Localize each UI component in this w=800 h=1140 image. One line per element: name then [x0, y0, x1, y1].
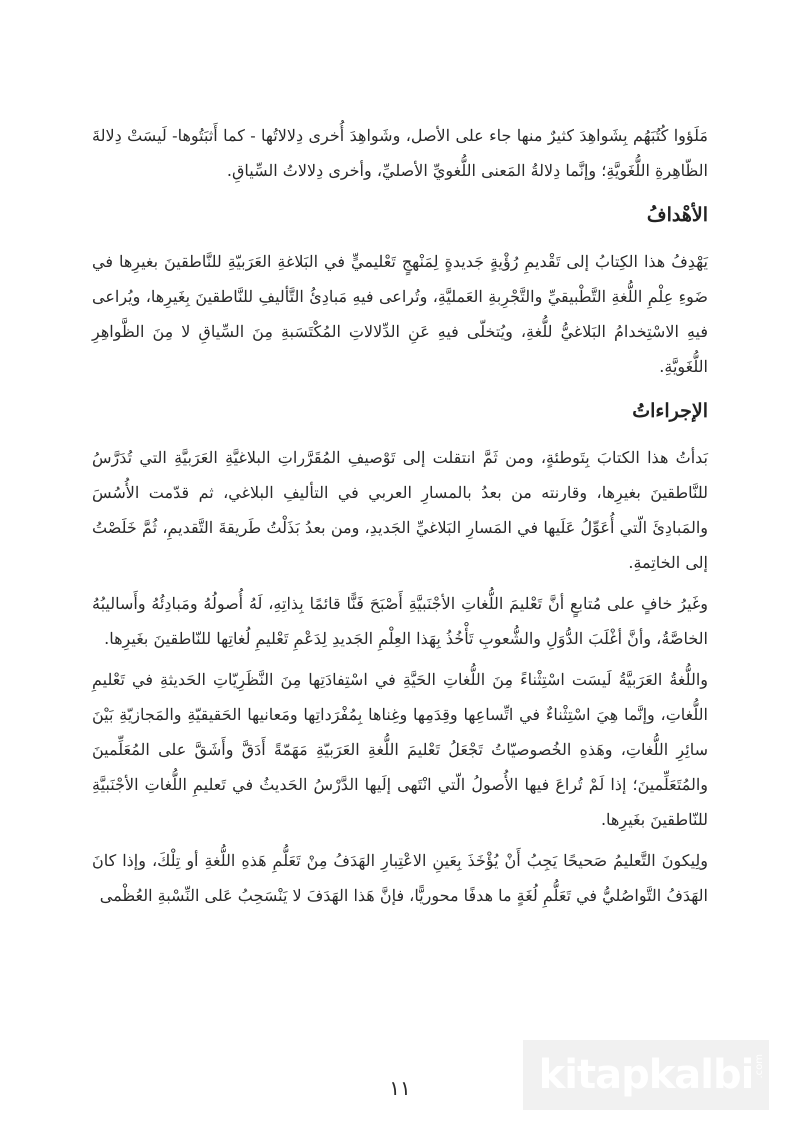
paragraph-objectives: يَهْدِفُ هذا الكِتابُ إلى تَقْديمِ رُؤْيةٍ جَديدةٍ لِمَنْهجٍ تَعْليميٍّ في البَلاغةِ العَرَبيّةِ للنَّاطقينَ بغيرِها في ضَوءِ عِلْمِ اللُّغةِ التَّطْبيقيِّ والتَّجْرِبةِ العَمليَّةِ، وتُراعى فيهِ مَبادِئُ التَّأليفِ للنَّاطقينَ بِغَيرِها، ويُراعى فيهِ الاسْتِخدامُ البَلاغيُّ للُّغةِ، ويُتخلّى فيهِ عَنِ الدِّلالاتِ المُكْتَسَبةِ مِنَ السِّياقِ لا مِنَ الظَّواهِرِ اللُّغَويَّةِ. — [92, 252, 708, 376]
paragraph-intro: مَلَؤوا كُتُبَهُم بِشَواهِدَ كثيرٌ منها جاء على الأصل، وشَواهِدَ أُخرى دِلالاتُها - كما أَثبَتُوها- لَيسَتْ دِلالةَ الظّاهِرةِ اللُّغَويَّةِ؛ وإنَّما دِلالةُ المَعنى اللُّغويِّ الأصليِّ، وأخرى دِلالاتُ السِّياقِ. — [92, 126, 709, 180]
heading-objectives: الأهْدافُ — [646, 204, 708, 226]
paragraph-procedures: بَدأتُ هذا الكتابَ بِتَوطئةٍ، ومن ثَمَّ انتقلت إلى تَوْصيفِ المُقَرَّراتِ البلاغيَّةِ العَرَبيَّةِ التي تُدَرَّسُ للنَّاطقينَ بغيرِها، وقارنته من بعدُ بالمسارِ العربي في التأليفِ البلاغي، ثم قدّمت الأُسُسَ والمَبادِئَ الّتي أُعَوِّلُ عَلَيها في المَسارِ البَلاغيِّ الجَديدِ، ومن بعدُ بَذَلْتُ طَريقةَ التَّقديمِ، ثُمَّ خَلَصْتُ إلى الخاتِمةِ. — [92, 448, 709, 572]
paragraph-foreign-languages: وغَيرُ خافٍ على مُتابعٍ أنَّ تَعْليمَ اللُّغاتِ الأجْنَبيَّةِ أَصْبَحَ فَنًّا قائمًا بِذاتِهِ، لَهُ أُصولُهُ ومَبادِئُهُ وأَساليبُهُ الخاصَّةُ، وأنَّ أغْلَبَ الدُّوَلِ والشُّعوبِ تَأْخُذُ بِهَذا العِلْمِ الجَديدِ لِدَعْمِ تَعْليمِ لُغاتِها للنّاطقينَ بغَيرِها. — [92, 594, 708, 648]
heading-procedures: الإجراءاتُ — [632, 400, 708, 422]
watermark-brand: kitapkalbi — [538, 1052, 754, 1098]
watermark-suffix: .com — [754, 1054, 765, 1079]
paragraph-teaching-goal: ولِيكونَ التَّعليمُ صَحيحًا يَجِبُ أَنْ يُؤْخَذَ بِعَينِ الاعْتِبارِ الهَدَفُ مِنْ تَعَلُّمِ هَذهِ اللُّغةِ أو تِلْكَ، وإذا كانَ الهَدَفُ التَّواصُليُّ في تَعَلُّمِ لُغَةٍ ما هدفًا محوريًّا، فإنَّ هَذا الهَدَفَ لا يَنْسَحِبُ عَلى النِّسْبةِ العُظْمى — [92, 851, 708, 905]
watermark-logo — [523, 1040, 769, 1110]
page-number: ١١ — [389, 1076, 411, 1100]
paragraph-arabic-language: واللُّغةُ العَرَبيَّةُ لَيسَت اسْتِثْناءً مِنَ اللُّغاتِ الحَيَّةِ في اسْتِفادَتِها مِنَ النَّظَرِيّاتِ الحَديثةِ في تَعْليمِ اللُّغاتِ، وإنَّما هِيَ اسْتِثْناءٌ في اتِّساعِها وقِدَمِها وغِناها بِمُفْرَداتِها ومَعانيها الحَقيقيّةِ والمَجازيّةِ بَيْنَ سائِرِ اللُّغاتِ، وهَذهِ الخُصوصيّاتُ تَجْعَلُ تَعْليمَ اللُّغةِ العَرَبيّةِ مَهَمّةً أَدَقَّ وأَشَقَّ على المُعَلِّمينَ والمُتَعَلِّمينَ؛ إذا لَمْ تُراعَ فيها الأُصولُ الّتي انْتَهى إلَيها الدَّرْسُ الحَديثُ في تَعليمِ اللُّغاتِ الأجْنَبيَّةِ للنّاطقينَ بغَيرِها. — [92, 670, 708, 829]
